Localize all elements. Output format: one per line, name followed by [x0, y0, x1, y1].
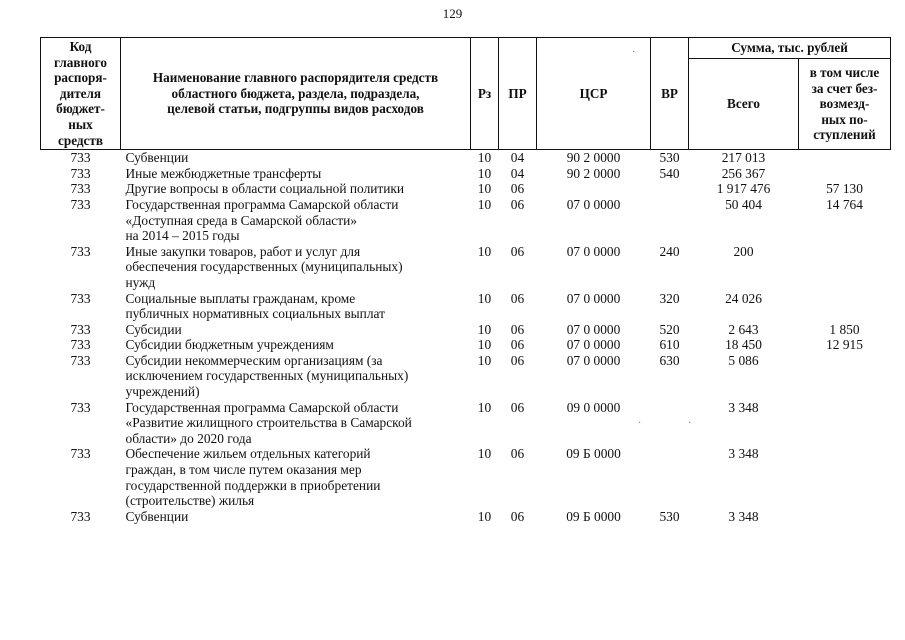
row-code: 733: [70, 446, 91, 462]
table-header: [41, 38, 891, 150]
row-free: [799, 244, 891, 291]
row-total: 217 013: [721, 150, 766, 166]
header-code: Код главного распоря- дителя бюджет- ных средств: [41, 38, 121, 150]
table-row: [41, 181, 891, 197]
row-name: Субвенции: [125, 508, 189, 524]
row-code: 733: [70, 508, 91, 524]
row-vr: 320: [659, 290, 680, 306]
scan-mark: ·: [638, 418, 642, 429]
row-free: [799, 446, 891, 508]
row-free: 57 130: [826, 181, 863, 197]
row-name: Социальные выплаты гражданам, кроме публичных нормативных социальных выплат: [125, 290, 385, 322]
row-free: [799, 509, 891, 525]
row-vr: [651, 446, 689, 508]
row-pr: 04: [510, 150, 525, 166]
row-name: Субсидии: [125, 321, 182, 337]
row-name: Субсидии бюджетным учреждениям: [125, 337, 334, 353]
table-row: [41, 291, 891, 322]
header-sum-group: Сумма, тыс. рублей: [689, 38, 891, 59]
row-rz: 10: [477, 321, 492, 337]
row-total: 3 348: [728, 508, 759, 524]
table-row: [41, 166, 891, 182]
row-vr: [651, 197, 689, 244]
row-csr: 07 0 0000: [566, 337, 621, 353]
row-pr: 06: [510, 337, 525, 353]
row-name: Обеспечение жильем отдельных категорий граждан, в том числе путем оказания мер государственной поддержки в приобретении (строительстве) жилья: [125, 446, 381, 509]
row-name: Иные межбюджетные трансферты: [125, 165, 322, 181]
row-free: [799, 166, 891, 182]
row-pr: 06: [510, 243, 525, 259]
row-rz: 10: [477, 196, 492, 212]
row-csr: [537, 181, 651, 197]
table-row: [41, 353, 891, 400]
table-row: [41, 337, 891, 353]
table-body: [41, 150, 891, 525]
row-code: 733: [70, 337, 91, 353]
header-vr: ВР: [651, 38, 689, 150]
page-number: 129: [442, 6, 463, 21]
row-name: Государственная программа Самарской области «Развитие жилищного строительства в Самарской области» до 2020 года: [125, 399, 412, 446]
row-code: 733: [70, 150, 91, 166]
row-pr: 06: [510, 181, 525, 197]
row-free: 1 850: [829, 321, 860, 337]
table-row: [41, 244, 891, 291]
row-total: 5 086: [728, 352, 759, 368]
header-rz: Рз: [471, 38, 499, 150]
header-total: Всего: [689, 58, 799, 149]
row-pr: 06: [510, 196, 525, 212]
row-rz: 10: [477, 290, 492, 306]
row-name: Субвенции: [125, 150, 189, 166]
table-row: [41, 446, 891, 508]
row-pr: 06: [510, 290, 525, 306]
row-total: 24 026: [725, 290, 762, 306]
row-free: [799, 291, 891, 322]
row-code: 733: [70, 321, 91, 337]
row-code: 733: [70, 399, 91, 415]
table-row: [41, 509, 891, 525]
row-pr: 06: [510, 446, 525, 462]
table-row: [41, 150, 891, 166]
row-csr: 09 Б 0000: [566, 508, 621, 524]
row-code: 733: [70, 352, 91, 368]
row-rz: 10: [477, 165, 492, 181]
row-csr: 07 0 0000: [566, 321, 621, 337]
table-row: [41, 400, 891, 447]
row-total: 256 367: [721, 165, 766, 181]
row-vr: [651, 400, 692, 447]
row-csr: 90 2 0000: [566, 150, 621, 166]
row-total: 2 643: [728, 321, 759, 337]
row-csr: 07 0 0000: [566, 290, 621, 306]
row-total: 3 348: [728, 399, 759, 415]
row-rz: 10: [477, 446, 492, 462]
row-pr: 04: [510, 165, 525, 181]
row-total: 1 917 476: [716, 181, 771, 197]
header-pr: ПР: [499, 38, 537, 150]
row-rz: 10: [477, 150, 492, 166]
header-name: Наименование главного распорядителя средств областного бюджета, раздела, подраздела, целевой статьи, подгруппы видов расходов: [121, 38, 471, 150]
row-csr: 09 0 0000: [566, 399, 621, 415]
row-code: 733: [70, 196, 91, 212]
row-code: 733: [70, 181, 91, 197]
row-vr: 610: [659, 337, 680, 353]
row-free: 14 764: [826, 196, 863, 212]
row-csr: 07 0 0000: [566, 243, 621, 259]
row-csr: 09 Б 0000: [566, 446, 621, 462]
row-code: 733: [70, 165, 91, 181]
row-rz: 10: [477, 337, 492, 353]
row-vr: 540: [659, 165, 680, 181]
row-vr: 240: [659, 243, 680, 259]
row-rz: 10: [477, 508, 492, 524]
row-rz: 10: [477, 352, 492, 368]
row-free: [799, 353, 891, 400]
row-pr: 06: [510, 321, 525, 337]
row-vr: 530: [659, 508, 680, 524]
row-vr: 530: [659, 150, 680, 166]
row-vr: 520: [659, 321, 680, 337]
row-code: 733: [70, 243, 91, 259]
row-total: 18 450: [725, 337, 762, 353]
row-pr: 06: [510, 508, 525, 524]
row-pr: 06: [510, 352, 525, 368]
row-code: 733: [70, 290, 91, 306]
row-rz: 10: [477, 399, 492, 415]
row-total: 200: [733, 243, 754, 259]
row-name: Иные закупки товаров, работ и услуг для обеспечения государственных (муниципальных) нужд: [125, 243, 403, 290]
row-vr: 630: [659, 352, 680, 368]
row-name: Государственная программа Самарской области «Доступная среда в Самарской области» на 2014 – 2015 годы: [125, 196, 399, 244]
row-name: Субсидии некоммерческим организациям (за исключением государственных (муниципальных) учреждений): [125, 352, 409, 400]
row-rz: 10: [477, 181, 492, 197]
table-row: [41, 322, 891, 338]
row-csr: 07 0 0000: [566, 196, 621, 212]
row-name: Другие вопросы в области социальной политики: [125, 181, 405, 197]
row-total: 50 404: [725, 196, 762, 212]
row-free: [799, 150, 891, 166]
row-pr: 06: [510, 399, 525, 415]
header-csr: ЦСР: [537, 38, 651, 150]
row-rz: 10: [477, 243, 492, 259]
row-vr: [651, 181, 689, 197]
scan-mark: ·: [688, 418, 692, 429]
scan-mark: ·: [632, 47, 636, 58]
row-free: 12 915: [826, 337, 863, 353]
header-free: в том числе за счет без- возмезд- ных по- ступлений: [799, 58, 891, 149]
row-total: 3 348: [728, 446, 759, 462]
table-row: [41, 197, 891, 244]
row-csr: 90 2 0000: [566, 165, 621, 181]
row-csr: 07 0 0000: [566, 352, 621, 368]
row-free: [799, 400, 891, 447]
budget-table: [40, 37, 891, 524]
